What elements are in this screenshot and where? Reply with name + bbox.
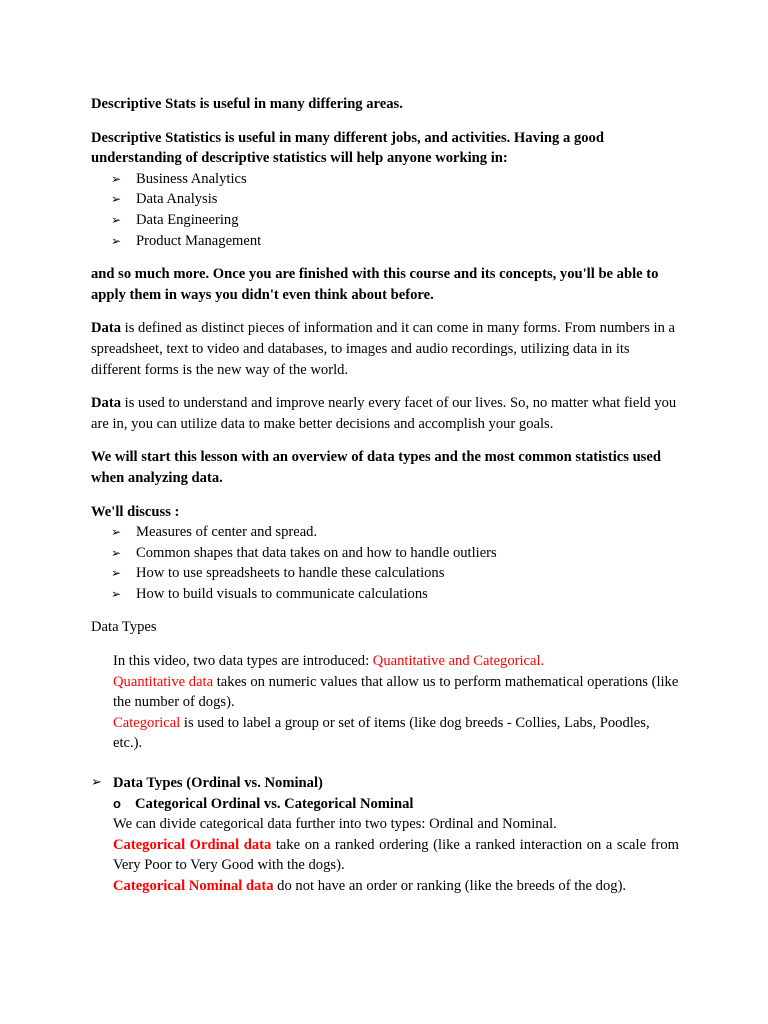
list-item: ➢ Product Management xyxy=(91,231,679,252)
arrow-bullet-icon: ➢ xyxy=(111,586,122,601)
paragraph-categorical: Categorical is used to label a group or set of items (like dog breeds - Collies, Labs, Poodles, etc.). xyxy=(113,714,650,752)
arrow-bullet-icon: ➢ xyxy=(111,525,122,540)
circle-bullet-icon: o xyxy=(113,795,121,811)
arrow-bullet-icon: ➢ xyxy=(111,171,122,186)
paragraph-divide-categorical: We can divide categorical data further into two types: Ordinal and Nominal. xyxy=(113,816,557,833)
arrow-bullet-icon: ➢ xyxy=(111,192,122,207)
subheading-categorical-ordinal-nominal: o Categorical Ordinal vs. Categorical Nominal xyxy=(91,794,679,815)
paragraph-we-will-discuss: We'll discuss : xyxy=(91,503,180,520)
list-item: ➢ How to build visuals to communicate calculations xyxy=(91,584,679,605)
paragraph-intro-heading: Descriptive Stats is useful in many differing areas. xyxy=(91,96,403,112)
section-ordinal-nominal-body xyxy=(91,814,679,896)
paragraph-nominal-data: Categorical Nominal data do not have an order or ranking (like the breeds of the dog). xyxy=(113,878,627,894)
list-item: ➢ Common shapes that data takes on and how to handle outliers xyxy=(91,543,679,564)
section-data-types-body xyxy=(91,651,679,754)
arrow-bullet-icon: ➢ xyxy=(111,212,122,227)
heading-ordinal-vs-nominal: ➢ Data Types (Ordinal vs. Nominal) xyxy=(91,773,679,794)
heading-data-types: Data Types xyxy=(91,619,157,636)
arrow-bullet-icon: ➢ xyxy=(111,233,122,248)
list-item: ➢ How to use spreadsheets to handle these calculations xyxy=(91,563,679,584)
paragraph-quantitative: Quantitative data takes on numeric values that allow us to perform mathematical operations (like the number of dogs). xyxy=(113,673,679,711)
paragraph-data-used: Data is used to understand and improve nearly every facet of our lives. So, no matter what field you are in, you can utilize data to make better decisions and accomplish your goals. xyxy=(91,395,677,432)
list-item: ➢ Business Analytics xyxy=(91,169,679,190)
list-discussion-topics xyxy=(91,522,679,604)
arrow-bullet-icon: ➢ xyxy=(111,545,122,560)
list-job-areas xyxy=(91,169,679,251)
paragraph-data-defined: Data is defined as distinct pieces of information and it can come in many forms. From numbers in a spreadsheet, text to video and databases, to images and audio recordings, utilizing data in its different forms is the new way of the world. xyxy=(91,320,676,378)
arrow-bullet-icon: ➢ xyxy=(91,775,102,791)
paragraph-ordinal-data: Categorical Ordinal data take on a ranked ordering (like a ranked interaction on a scale from Very Poor to Very Good with the dogs). xyxy=(113,836,679,874)
paragraph-so-much-more: and so much more. Once you are finished with this course and its concepts, you'll be able to apply them in ways you didn't even think about before. xyxy=(91,266,659,303)
paragraph-useful-jobs: Descriptive Statistics is useful in many different jobs, and activities. Having a good understanding of descriptive statistics will help anyone working in: xyxy=(91,129,604,167)
arrow-bullet-icon: ➢ xyxy=(111,566,122,581)
document-body xyxy=(91,94,679,897)
list-item: ➢ Data Analysis xyxy=(91,189,679,210)
list-item: ➢ Data Engineering xyxy=(91,210,679,231)
paragraph-lesson-overview: We will start this lesson with an overview of data types and the most common statistics used when analyzing data. xyxy=(91,449,661,486)
list-item: ➢ Measures of center and spread. xyxy=(91,522,679,543)
paragraph-types-introduced: In this video, two data types are introduced: Quantitative and Categorical. xyxy=(113,653,545,670)
